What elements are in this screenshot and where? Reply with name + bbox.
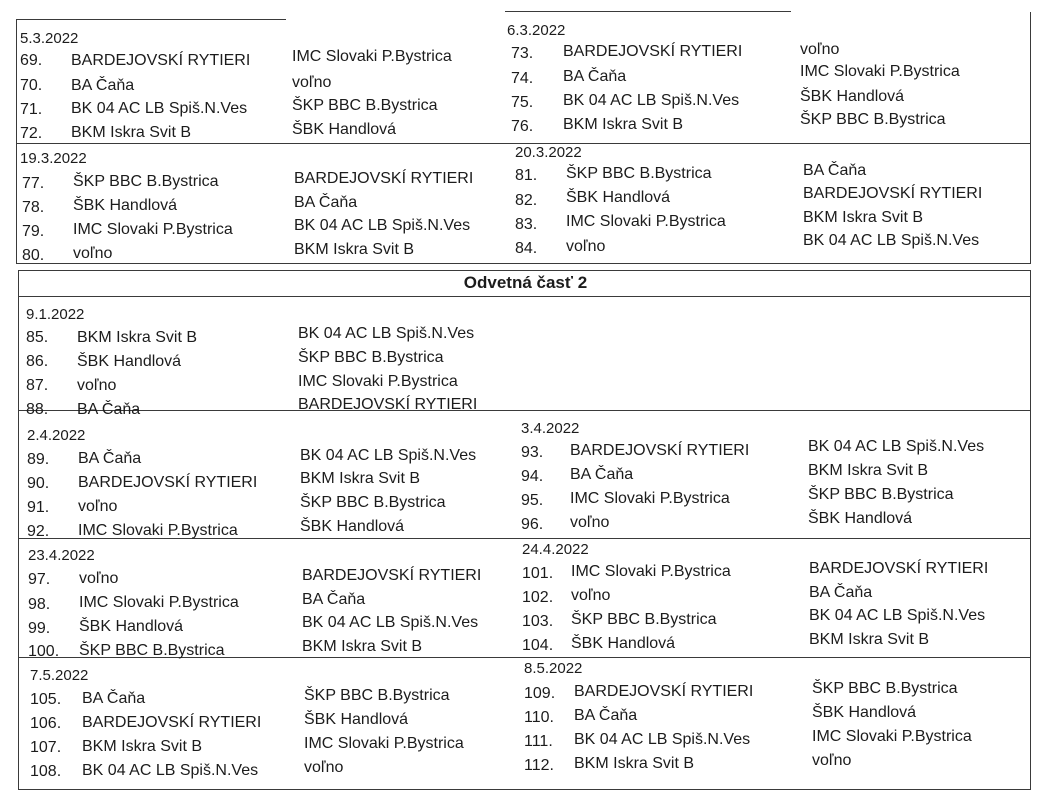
home-team: BARDEJOVSKÍ RYTIERI: [570, 442, 750, 459]
away-team: IMC Slovaki P.Bystrica: [304, 735, 464, 752]
home-team: BA Čaňa: [77, 401, 141, 418]
away-team: ŠKP BBC B.Bystrica: [292, 97, 438, 114]
home-team: voľno: [571, 587, 611, 604]
home-team: BARDEJOVSKÍ RYTIERI: [78, 474, 258, 491]
bottom-border: [18, 789, 1031, 790]
home-team: BK 04 AC LB Spiš.N.Ves: [563, 92, 740, 109]
match-number: 106.: [30, 715, 62, 732]
block-date: 19.3.2022: [20, 150, 87, 167]
top-border-right: [505, 11, 791, 12]
match-number: 76.: [511, 118, 534, 135]
lower-left-border: [18, 296, 19, 790]
section-top-border: [18, 270, 1031, 271]
home-team: BKM Iskra Svit B: [77, 329, 198, 346]
away-team: ŠKP BBC B.Bystrica: [304, 687, 450, 704]
away-team: IMC Slovaki P.Bystrica: [800, 63, 960, 80]
home-team: ŠKP BBC B.Bystrica: [73, 173, 219, 190]
match-number: 110.: [524, 709, 554, 726]
block-date: 20.3.2022: [515, 144, 582, 161]
home-team: BKM Iskra Svit B: [563, 116, 684, 133]
match-number: 95.: [521, 492, 544, 509]
home-team: voľno: [566, 238, 606, 255]
match-number: 92.: [27, 523, 50, 540]
away-team: BK 04 AC LB Spiš.N.Ves: [298, 325, 475, 342]
home-team: ŠBK Handlová: [73, 197, 178, 214]
match-number: 82.: [515, 192, 538, 209]
match-number: 69.: [20, 52, 43, 69]
section-heading: Odvetná časť 2: [463, 273, 588, 292]
away-team: ŠBK Handlová: [800, 88, 905, 105]
away-team: ŠBK Handlová: [808, 510, 913, 527]
match-number: 70.: [20, 77, 43, 94]
home-team: ŠBK Handlová: [79, 618, 184, 635]
home-team: ŠBK Handlová: [566, 189, 671, 206]
home-team: voľno: [570, 514, 610, 531]
home-team: IMC Slovaki P.Bystrica: [73, 221, 233, 238]
match-number: 85.: [26, 329, 49, 346]
match-number: 71.: [20, 101, 43, 118]
match-number: 79.: [22, 223, 45, 240]
match-number: 77.: [22, 175, 45, 192]
away-team: BK 04 AC LB Spiš.N.Ves: [302, 614, 479, 631]
away-team: voľno: [292, 74, 332, 91]
home-team: ŠKP BBC B.Bystrica: [79, 642, 225, 659]
match-number: 100.: [28, 643, 60, 660]
match-number: 97.: [28, 571, 51, 588]
home-team: IMC Slovaki P.Bystrica: [78, 522, 238, 539]
block-date: 9.1.2022: [26, 306, 85, 323]
away-team: BARDEJOVSKÍ RYTIERI: [294, 170, 474, 187]
home-team: ŠKP BBC B.Bystrica: [571, 611, 717, 628]
match-number: 86.: [26, 353, 49, 370]
match-number: 84.: [515, 240, 538, 257]
match-number: 94.: [521, 468, 544, 485]
section-right-border: [1030, 270, 1031, 789]
home-team: BARDEJOVSKÍ RYTIERI: [82, 714, 262, 731]
away-team: ŠBK Handlová: [304, 711, 409, 728]
home-team: voľno: [73, 245, 113, 262]
match-number: 87.: [26, 377, 49, 394]
match-number: 98.: [28, 596, 51, 613]
block-date: 8.5.2022: [524, 660, 583, 677]
away-team: BARDEJOVSKÍ RYTIERI: [298, 396, 478, 413]
row-divider-2: [16, 263, 1031, 264]
home-team: BA Čaňa: [574, 707, 638, 724]
away-team: voľno: [812, 752, 852, 769]
away-team: BKM Iskra Svit B: [803, 209, 924, 226]
match-number: 74.: [511, 70, 534, 87]
match-number: 104.: [522, 637, 554, 654]
home-team: voľno: [77, 377, 117, 394]
match-number: 99.: [28, 620, 51, 637]
away-team: BARDEJOVSKÍ RYTIERI: [302, 567, 482, 584]
away-team: BA Čaňa: [294, 194, 358, 211]
home-team: BK 04 AC LB Spiš.N.Ves: [574, 731, 751, 748]
home-team: BKM Iskra Svit B: [574, 755, 695, 772]
home-team: ŠKP BBC B.Bystrica: [566, 165, 712, 182]
away-team: voľno: [304, 759, 344, 776]
top-border-left: [16, 19, 286, 20]
block-date: 5.3.2022: [20, 30, 79, 47]
match-number: 80.: [22, 247, 45, 264]
home-team: IMC Slovaki P.Bystrica: [566, 213, 726, 230]
away-team: BK 04 AC LB Spiš.N.Ves: [300, 447, 477, 464]
home-team: IMC Slovaki P.Bystrica: [570, 490, 730, 507]
home-team: BA Čaňa: [71, 77, 135, 94]
match-number: 88.: [26, 401, 49, 418]
match-number: 102.: [522, 589, 554, 606]
away-team: IMC Slovaki P.Bystrica: [812, 728, 972, 745]
match-number: 107.: [30, 739, 62, 756]
match-number: 109.: [524, 685, 556, 702]
away-team: BA Čaňa: [809, 584, 873, 601]
away-team: ŠBK Handlová: [292, 121, 397, 138]
home-team: IMC Slovaki P.Bystrica: [571, 563, 731, 580]
top-left-border: [16, 19, 17, 143]
away-team: BK 04 AC LB Spiš.N.Ves: [808, 438, 985, 455]
home-team: BARDEJOVSKÍ RYTIERI: [574, 683, 754, 700]
away-team: IMC Slovaki P.Bystrica: [298, 373, 458, 390]
block-date: 23.4.2022: [28, 547, 95, 564]
row-divider-3: [18, 410, 1031, 411]
away-team: ŠBK Handlová: [812, 704, 917, 721]
away-team: ŠKP BBC B.Bystrica: [808, 486, 954, 503]
match-number: 96.: [521, 516, 544, 533]
away-team: BK 04 AC LB Spiš.N.Ves: [803, 232, 980, 249]
home-team: IMC Slovaki P.Bystrica: [79, 594, 239, 611]
block-date: 7.5.2022: [30, 667, 89, 684]
match-number: 90.: [27, 475, 50, 492]
section-heading-bottom: [18, 296, 1031, 297]
match-number: 73.: [511, 45, 534, 62]
match-number: 83.: [515, 216, 538, 233]
away-team: BARDEJOVSKÍ RYTIERI: [803, 185, 983, 202]
top-right-border: [1030, 12, 1031, 263]
home-team: BARDEJOVSKÍ RYTIERI: [563, 43, 743, 60]
match-number: 91.: [27, 499, 50, 516]
away-team: BA Čaňa: [803, 162, 867, 179]
home-team: BA Čaňa: [563, 68, 627, 85]
away-team: BKM Iskra Svit B: [294, 241, 415, 258]
home-team: voľno: [79, 570, 119, 587]
away-team: BKM Iskra Svit B: [300, 470, 421, 487]
home-team: ŠBK Handlová: [571, 635, 676, 652]
home-team: BA Čaňa: [78, 450, 142, 467]
block-date: 3.4.2022: [521, 420, 580, 437]
away-team: BKM Iskra Svit B: [808, 462, 929, 479]
match-number: 81.: [515, 167, 538, 184]
away-team: ŠKP BBC B.Bystrica: [300, 494, 446, 511]
away-team: ŠKP BBC B.Bystrica: [298, 349, 444, 366]
home-team: BKM Iskra Svit B: [82, 738, 203, 755]
away-team: BA Čaňa: [302, 591, 366, 608]
block-date: 6.3.2022: [507, 22, 566, 39]
away-team: BARDEJOVSKÍ RYTIERI: [809, 560, 989, 577]
away-team: ŠKP BBC B.Bystrica: [800, 111, 946, 128]
home-team: BK 04 AC LB Spiš.N.Ves: [82, 762, 259, 779]
away-team: BK 04 AC LB Spiš.N.Ves: [294, 217, 471, 234]
match-number: 101.: [522, 565, 554, 582]
match-number: 112.: [524, 757, 554, 774]
away-team: BK 04 AC LB Spiš.N.Ves: [809, 607, 986, 624]
match-number: 78.: [22, 199, 45, 216]
away-team: IMC Slovaki P.Bystrica: [292, 48, 452, 65]
home-team: ŠBK Handlová: [77, 353, 182, 370]
match-number: 111.: [524, 733, 553, 750]
home-team: BKM Iskra Svit B: [71, 124, 192, 141]
away-team: ŠBK Handlová: [300, 518, 405, 535]
away-team: BKM Iskra Svit B: [809, 631, 930, 648]
block-date: 2.4.2022: [27, 427, 86, 444]
match-number: 89.: [27, 451, 50, 468]
match-number: 105.: [30, 691, 62, 708]
home-team: BA Čaňa: [570, 466, 634, 483]
match-number: 103.: [522, 613, 554, 630]
match-number: 72.: [20, 125, 43, 142]
match-number: 75.: [511, 94, 534, 111]
home-team: voľno: [78, 498, 118, 515]
match-number: 93.: [521, 444, 544, 461]
upper-left-border: [16, 143, 17, 264]
away-team: ŠKP BBC B.Bystrica: [812, 680, 958, 697]
away-team: BKM Iskra Svit B: [302, 638, 423, 655]
away-team: voľno: [800, 41, 840, 58]
block-date: 24.4.2022: [522, 541, 589, 558]
match-number: 108.: [30, 763, 62, 780]
home-team: BA Čaňa: [82, 690, 146, 707]
home-team: BARDEJOVSKÍ RYTIERI: [71, 52, 251, 69]
home-team: BK 04 AC LB Spiš.N.Ves: [71, 100, 248, 117]
